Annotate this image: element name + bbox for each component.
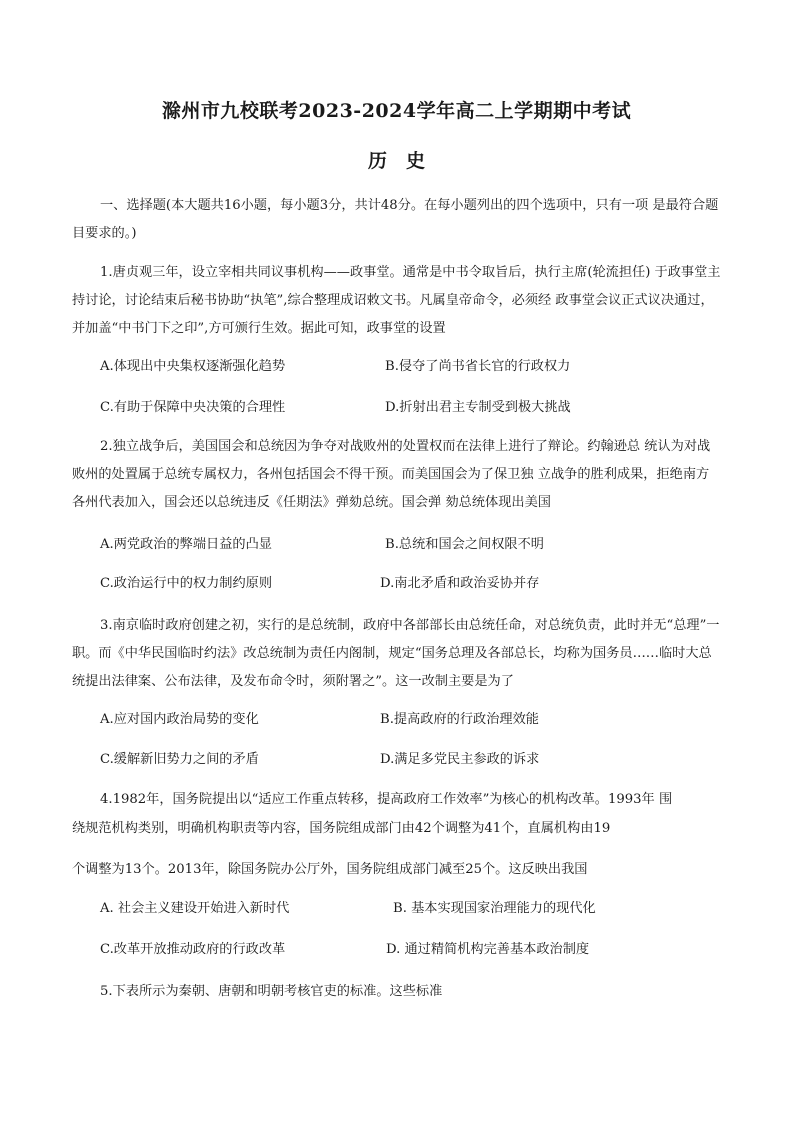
question-5-stem: 5.下表所示为秦朝、唐朝和明朝考核官吏的标准。这些标准	[100, 984, 443, 999]
question-2-option-a: A.两党政治的弊端日益的凸显	[100, 537, 272, 552]
question-3-option-a: A.应对国内政治局势的变化	[100, 712, 259, 727]
question-3-option-c: C.缓解新旧势力之间的矛盾	[100, 752, 259, 767]
question-2-option-b: B.总统和国会之间权限不明	[385, 537, 544, 552]
question-4-option-c: C.改革开放推动政府的行政改革	[100, 942, 286, 957]
question-4-option-d: D. 通过精简机构完善基本政治制度	[386, 942, 590, 957]
section-intro: 一、选择题(本大题共16小题，每小题3分，共计48分。在每小题列出的四个选项中，只有一项 是最符合题目要求的。)	[72, 198, 719, 241]
question-4-line-2: 绕规范机构类别，明确机构职责等内容，国务院组成部门由42个调整为41个，直属机构由19	[72, 821, 611, 836]
question-4-option-b: B. 基本实现国家治理能力的现代化	[393, 901, 596, 916]
question-4-line-1: 4.1982年，国务院提出以“适应工作重点转移，提高政府工作效率”为核心的机构改革。1993年 围	[100, 792, 673, 807]
page-title: 滁州市九校联考2023-2024学年高二上学期期中考试	[161, 100, 632, 122]
question-1-option-b: B.侵夺了尚书省长官的行政权力	[385, 359, 571, 374]
question-3-option-d: D.满足多党民主参政的诉求	[380, 752, 540, 767]
question-3-option-b: B.提高政府的行政治理效能	[380, 712, 539, 727]
question-4-line-3: 个调整为13个。2013年，除国务院办公厅外，国务院组成部门减至25个。这反映出我国	[72, 862, 588, 877]
question-1-option-c: C.有助于保障中央决策的合理性	[100, 400, 286, 415]
question-4-option-a: A. 社会主义建设开始进入新时代	[100, 901, 290, 916]
subject-title: 历 史	[367, 150, 425, 172]
question-1-stem: 1.唐贞观三年，设立宰相共同议事机构——政事堂。通常是中书令取旨后，执行主席(轮流担任) 于政事堂主持讨论，讨论结束后秘书协助“执笔”,综合整理成诏敕文书。凡属皇帝命令，必须经 政事堂会议正式议决通过，并加盖“中书门下之印”,方可颁行生效。据此可知，政事堂的设置	[72, 265, 721, 336]
question-3-stem: 3.南京临时政府创建之初，实行的是总统制，政府中各部部长由总统任命，对总统负责，此时并无“总理”一职。而《中华民国临时约法》改总统制为责任内阁制，规定“国务总理及各部总长，均称为国务员……临时大总统提出法律案、公布法律，及发布命令时，须附署之”。这一改制主要是为了	[72, 618, 720, 689]
question-1-option-a: A.体现出中央集权逐渐强化趋势	[100, 359, 286, 374]
question-2-option-d: D.南北矛盾和政治妥协并存	[380, 576, 540, 591]
question-2-stem: 2.独立战争后，美国国会和总统因为争夺对战败州的处置权而在法律上进行了辩论。约翰逊总 统认为对战败州的处置属于总统专属权力，各州包括国会不得干预。而美国国会为了保卫独 立战争的胜利成果，拒绝南方各州代表加入，国会还以总统违反《任期法》弹劾总统。国会弹 劾总统体现出美国	[72, 439, 711, 510]
question-2-option-c: C.政治运行中的权力制约原则	[100, 576, 273, 591]
question-1-option-d: D.折射出君主专制受到极大挑战	[385, 400, 571, 415]
